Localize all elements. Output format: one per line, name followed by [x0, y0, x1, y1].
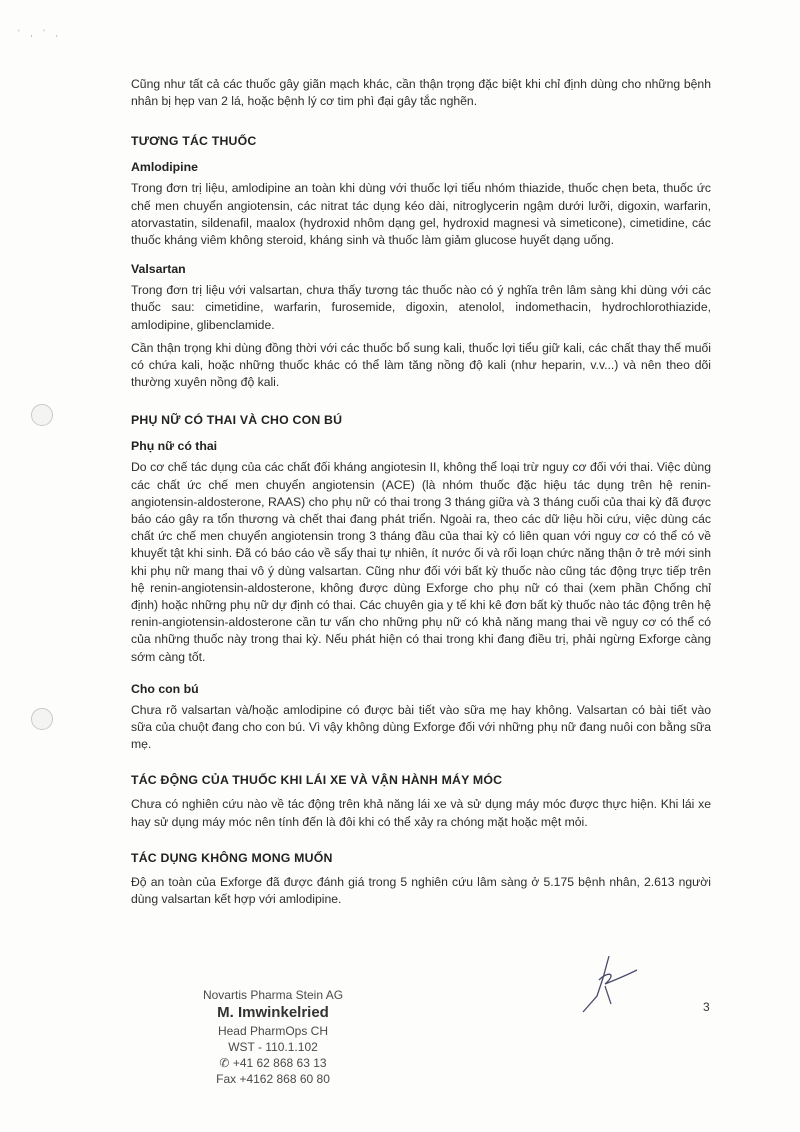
company-stamp	[178, 987, 368, 1087]
amlodipine-subheading: Amlodipine	[131, 160, 198, 175]
stamp-phone-line	[178, 1055, 368, 1071]
page-number: 3	[703, 1000, 710, 1014]
stamp-fax: Fax +4162 868 60 80	[216, 1072, 330, 1086]
valsartan-paragraph-1: Trong đơn trị liệu với valsartan, chưa thấy tương tác thuốc nào có ý nghĩa trên lâm sàng khi dùng với các thuốc sau: cimetidine, warfarin, furosemide, digoxin, atenolol, indomethacin, hydrochlorothiazide, amlodipine, glibenclamide.	[131, 283, 711, 332]
valsartan-paragraph-2: Cần thận trọng khi dùng đồng thời với các thuốc bổ sung kali, thuốc lợi tiểu giữ kali, các chất thay thế muối có chứa kali, hoặc những thuốc khác có thể làm tăng nồng độ kali (như heparin, v.v...) và nên theo dõi thường xuyên nồng độ kali.	[131, 340, 711, 390]
pregnant-paragraph: Do cơ chế tác dụng của các chất đối kháng angiotesin II, không thể loại trừ nguy cơ đối với thai. Việc dùng các chất ức chế men chuyển angiotensin (ACE) (là nhóm thuốc đặc hiệu tác dụng trên hệ renin-angiotensin-aldosterone, RAAS) cho phụ nữ có thai trong 3 tháng giữa và 3 tháng cuối của thai kỳ đã được báo cáo gây ra tổn thương và chết thai đang phát triển. Ngoài ra, theo các dữ liệu hồi cứu, việc dùng các chất ức chế men chuyển angiotensin trong 3 tháng đầu của thai kỳ có liên quan với nguy cơ có thể có về khuyết tật khi sinh. Đã có báo cáo về sẩy thai tự nhiên, ít nước ối và rối loạn chức năng thận ở trẻ mới sinh khi phụ nữ mang thai vô ý dùng valsartan. Cũng như đối với bất kỳ thuốc nào cũng tác động trực tiếp trên hệ renin-angiotensin-aldosterone, không được dùng Exforge cho phụ nữ có thai (xem phần Chống chỉ định) hoặc những phụ nữ dự định có thai. Các chuyên gia y tế khi kê đơn bất kỳ thuốc nào tác động trên hệ renin-angiotensin-aldosterone cần tư vấn cho những phụ nữ có khả năng mang thai về nguy cơ có thể có của những thuốc này trong thai kỳ. Nếu phát hiện có thai trong khi đang điều trị, phải ngừng Exforge càng sớm càng tốt.	[131, 460, 711, 664]
phone-icon: ✆	[219, 1056, 230, 1070]
scan-marks: ' , ' ,	[18, 28, 62, 38]
main-content	[131, 76, 711, 908]
interactions-heading: TƯƠNG TÁC THUỐC	[131, 134, 257, 149]
stamp-code: WST - 110.1.102	[228, 1040, 318, 1054]
handwritten-signature	[575, 950, 645, 1020]
breastfeeding-paragraph: Chưa rõ valsartan và/hoặc amlodipine có được bài tiết vào sữa mẹ hay không. Valsartan có bài tiết vào sữa của chuột đang cho con bú. Vì vậy không dùng Exforge đối với những phụ nữ đang nuôi con bằng sữa mẹ.	[131, 702, 711, 752]
stamp-department: Head PharmOps CH	[217, 1024, 329, 1038]
breastfeeding-subheading: Cho con bú	[131, 681, 199, 696]
driving-paragraph: Chưa có nghiên cứu nào về tác động trên khả năng lái xe và sử dụng máy móc được thực hiện. Khi lái xe hay sử dụng máy móc nên tính đến là đôi khi có thể xảy ra chóng mặt hoặc mệt mỏi.	[131, 797, 711, 829]
pregnant-subheading: Phụ nữ có thai	[131, 439, 218, 454]
punch-hole-upper	[31, 404, 53, 426]
pregnancy-heading: PHỤ NỮ CÓ THAI VÀ CHO CON BÚ	[131, 413, 343, 428]
adverse-effects-heading: TÁC DỤNG KHÔNG MONG MUỐN	[131, 850, 333, 865]
intro-paragraph: Cũng như tất cả các thuốc gây giãn mạch khác, cần thận trọng đặc biệt khi chỉ định dùng cho những bệnh nhân bị hẹp van 2 lá, hoặc bệnh lý cơ tim phì đại gây tắc nghẽn.	[131, 77, 711, 109]
stamp-person-name: M. Imwinkelried	[217, 1004, 329, 1021]
stamp-company: Novartis Pharma Stein AG	[202, 988, 344, 1002]
adverse-effects-paragraph: Độ an toàn của Exforge đã được đánh giá trong 5 nghiên cứu lâm sàng ở 5.175 bệnh nhân, 2.613 người dùng valsartan kết hợp với amlodipine.	[131, 874, 711, 907]
valsartan-subheading: Valsartan	[131, 262, 186, 277]
stamp-phone: +41 62 868 63 13	[232, 1056, 327, 1070]
punch-hole-lower	[31, 708, 53, 730]
driving-heading: TÁC ĐỘNG CỦA THUỐC KHI LÁI XE VÀ VẬN HÀNH MÁY MÓC	[131, 773, 503, 788]
amlodipine-paragraph: Trong đơn trị liệu, amlodipine an toàn khi dùng với thuốc lợi tiểu nhóm thiazide, thuốc chẹn beta, thuốc ức chế men chuyển angiotensin, các nitrat tác dụng kéo dài, nitroglycerin ngậm dưới lưỡi, digoxin, warfarin, atorvastatin, sildenafil, maalox (hydroxid nhôm dạng gel, hydroxid magnesi và simeticone), cimetidine, các thuốc kháng viêm không steroid, kháng sinh và thuốc làm giảm glucose huyết dạng uống.	[131, 181, 711, 248]
